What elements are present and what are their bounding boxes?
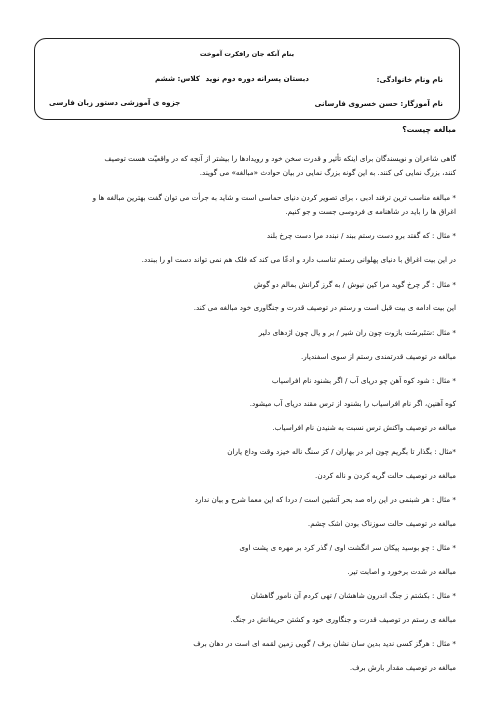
header-box bbox=[34, 38, 460, 120]
example-line: * مثال : بکشتم ز جنگ اندرون شاهشان / تهی کردم آن نامور گاهشان bbox=[250, 591, 456, 600]
explanation-line: مبالغه در توصیف حالت سوزناک بودن اشک چشم. bbox=[307, 519, 456, 528]
example-line: *مثال : بگذار تا بگریم چون ابر در بهاران / کز سنگ ناله خیزد وقت وداع یاران bbox=[227, 447, 456, 456]
student-name-label: نام ونام خانوادگی: bbox=[376, 75, 443, 84]
teacher-name: نام آموزگار: حسن خسروی فارسانی bbox=[314, 99, 443, 108]
explanation-line: مبالغه در توصیف حالت گریه کردن و ناله کردن. bbox=[315, 471, 456, 480]
paragraph-line: گاهی شاعران و نویسندگان برای اینکه تأثیر و قدرت سخن خود و رویدادها را بیشتر از آنچه که در واقعیّت هست توصیف bbox=[104, 154, 456, 163]
grade-label: کلاس: ششم bbox=[155, 74, 200, 83]
header-title: بنام آنکه جان رافکرت آموخت bbox=[199, 50, 295, 58]
example-line: * مثال : گر چرخ گوید مرا کین نیوش / به گرز گرانش بمالم دو گوش bbox=[253, 280, 456, 289]
explanation-line: این بیت ادامه ی بیت قبل است و رستم در توصیف قدرت و جنگاوری خود مبالغه می کند. bbox=[193, 303, 456, 312]
school-name: دبستان پسرانه دوره دوم نوید bbox=[205, 74, 309, 83]
explanation-line: در این بیت اغراق با دنیای پهلوانی رستم تناسب دارد و ادعّا می کند که فلک هم نمی تواند دست او را ببندد. bbox=[141, 255, 456, 264]
explanation-line: مبالغه در توصیف مقدار بارش برف. bbox=[349, 663, 456, 672]
section-title: مبالغه چیست؟ bbox=[402, 125, 456, 134]
example-line: * مثال : چو بوسید پیکان سر انگشت اوی / گذر کرد بر مهره ی پشت اوی bbox=[239, 543, 456, 552]
example-line: * مثال : شود کوه آهن چو دریای آب / اگر بشنود نام افراسیاب bbox=[271, 376, 456, 385]
example-line: * مثال : هرگز کسی ندید بدین سان نشان برف / گویی زمین لقمه ای است در دهان برف bbox=[193, 639, 456, 648]
explanation-line: مبالغه در شدت برخورد و اصابت تیر. bbox=[347, 567, 456, 576]
explanation-line: کوه آهنین، اگر نام افراسیاب را بشنود از ترس مقند دریای آب میشود. bbox=[249, 399, 456, 408]
example-line: * مثال :سَتَبرسُت بازوت چون ران شیر / بر و یال چون اژدهای دلیر bbox=[258, 328, 456, 337]
booklet-title: جزوه ی آموزشی دستور زبان فارسی bbox=[49, 98, 181, 107]
example-line: * مثال : هر شبنمی در این راه صد بحر آتشین است / دردا که این معما شرح و بیان ندارد bbox=[194, 495, 456, 504]
explanation-line: مبالغه در توصیف قدرتمندی رستم از سوی اسفندیار. bbox=[300, 352, 456, 361]
explanation-line: مبالغه ی رستم در توصیف قدرت و جنگاوری خود و کشتن حریفانش در جنگ. bbox=[230, 615, 456, 624]
paragraph-line: * مبالغه مناسب ترین ترفند ادبی ، برای تصویر کردن دنیای حماسی است و شاید به جرأت می توان گفت بهترین مبالغه ها و bbox=[92, 193, 456, 202]
explanation-line: مبالغه در توصیف واکنش ترس نسبت به شنیدن نام افراسیاب. bbox=[272, 423, 456, 432]
example-line: * مثال : که گفتد برو دست رستم ببند / نبندد مرا دست چرخ بلند bbox=[266, 231, 456, 240]
paragraph-line: کنند، بزرگ نمایی کی کنند. به این گونه بزرگ نمایی در بیان حوادث «مبالغه» می گویند. bbox=[199, 168, 456, 177]
paragraph-line: اغراق ها را باید در شاهنامه ی فردوسی جست و جو کنیم. bbox=[285, 207, 456, 216]
